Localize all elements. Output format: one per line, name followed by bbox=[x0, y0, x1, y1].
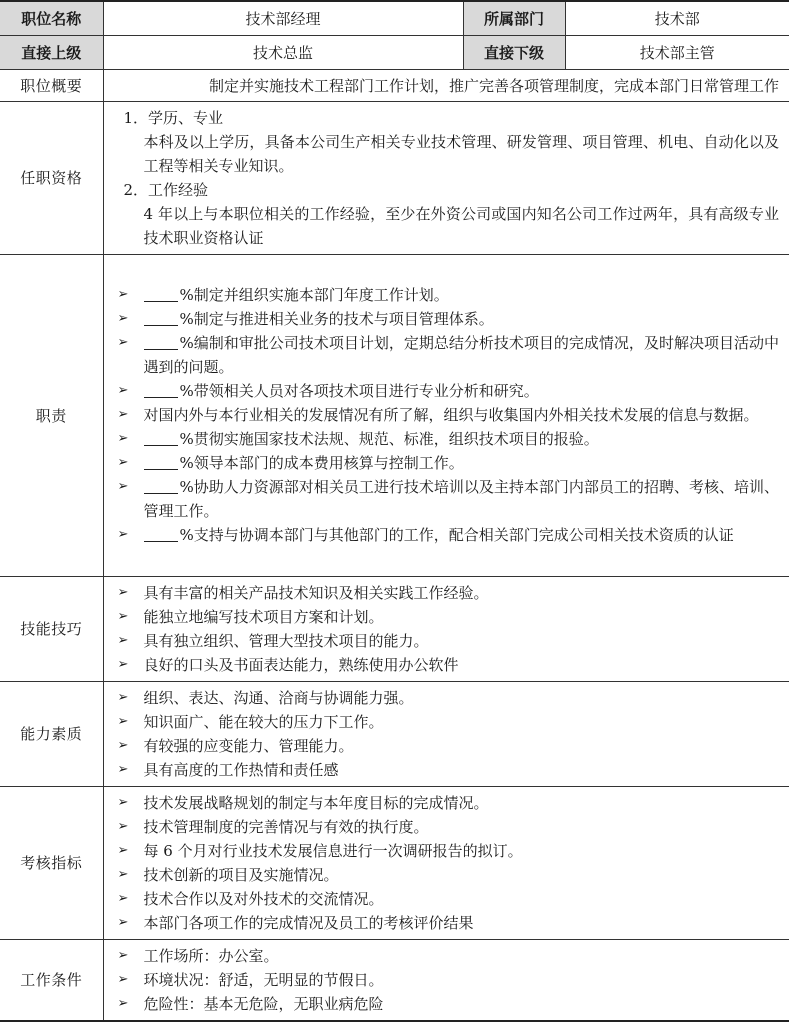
duties-row bbox=[0, 254, 789, 576]
list-item bbox=[118, 911, 780, 935]
skills-list bbox=[118, 581, 780, 677]
kpis-label: 考核指标 bbox=[0, 786, 103, 939]
list-item bbox=[118, 605, 780, 629]
list-item-text: 能独立地编写技术项目方案和计划。 bbox=[143, 607, 384, 626]
list-item bbox=[118, 992, 780, 1016]
qualification-experience-heading: 2．工作经验 bbox=[123, 180, 209, 199]
list-item-text: 良好的口头及书面表达能力，熟练使用办公软件 bbox=[143, 655, 459, 674]
list-item bbox=[118, 734, 780, 758]
list-item-text: 环境状况：舒适，无明显的节假日。 bbox=[143, 970, 384, 989]
fill-in-blank bbox=[144, 430, 178, 446]
fill-in-blank bbox=[144, 286, 178, 302]
list-item-text: 具有丰富的相关产品技术知识及相关实践工作经验。 bbox=[143, 583, 489, 602]
list-item-text: 具有高度的工作热情和责任感 bbox=[143, 760, 339, 779]
fill-in-blank bbox=[144, 382, 178, 398]
header-row-1 bbox=[0, 1, 789, 35]
list-item-text: 知识面广、能在较大的压力下工作。 bbox=[143, 712, 384, 731]
job-title-value: 技术部经理 bbox=[103, 1, 463, 35]
arrow-bullet-icon: ➢ bbox=[117, 656, 129, 672]
kpis-list bbox=[118, 791, 780, 935]
list-item bbox=[118, 887, 780, 911]
list-item bbox=[118, 629, 780, 653]
duties-content bbox=[103, 254, 789, 576]
direct-subordinate-label: 直接下级 bbox=[463, 35, 565, 69]
kpis-content bbox=[103, 786, 789, 939]
arrow-bullet-icon: ➢ bbox=[117, 287, 129, 302]
skills-label: 技能技巧 bbox=[0, 576, 103, 681]
list-item-text: 每 6 个月对行业技术发展信息进行一次调研报告的拟订。 bbox=[143, 841, 523, 860]
summary-label: 职位概要 bbox=[0, 69, 103, 101]
direct-subordinate-value: 技术部主管 bbox=[565, 35, 789, 69]
list-item bbox=[118, 839, 780, 863]
list-item-text: %编制和审批公司技术项目计划，定期总结分析技术项目的完成情况，及时解决项目活动中遇到的问题。 bbox=[143, 334, 779, 376]
conditions-row bbox=[0, 939, 789, 1021]
qualifications-row bbox=[0, 101, 789, 254]
list-item bbox=[118, 379, 780, 403]
arrow-bullet-icon: ➢ bbox=[117, 995, 129, 1011]
list-item bbox=[118, 283, 780, 307]
job-title-label: 职位名称 bbox=[0, 1, 103, 35]
arrow-bullet-icon: ➢ bbox=[117, 689, 129, 705]
list-item-text: %支持与协调本部门与其他部门的工作，配合相关部门完成公司相关技术资质的认证 bbox=[179, 526, 734, 544]
arrow-bullet-icon: ➢ bbox=[117, 335, 129, 350]
list-item-text: %协助人力资源部对相关员工进行技术培训以及主持本部门内部员工的招聘、考核、培训、管理工作。 bbox=[143, 478, 779, 520]
fill-in-blank bbox=[144, 334, 178, 350]
list-item-text: 技术管理制度的完善情况与有效的执行度。 bbox=[143, 817, 429, 836]
arrow-bullet-icon: ➢ bbox=[117, 890, 129, 906]
list-item-text: 危险性：基本无危险，无职业病危险 bbox=[143, 994, 384, 1013]
arrow-bullet-icon: ➢ bbox=[117, 713, 129, 729]
summary-text: 制定并实施技术工程部门工作计划，推广完善各项管理制度，完成本部门日常管理工作 bbox=[103, 69, 789, 101]
arrow-bullet-icon: ➢ bbox=[117, 914, 129, 930]
qualifications-label: 任职资格 bbox=[0, 101, 103, 254]
arrow-bullet-icon: ➢ bbox=[117, 866, 129, 882]
list-item-text: %制定并组织实施本部门年度工作计划。 bbox=[179, 286, 449, 304]
qualification-education-heading: 1．学历、专业 bbox=[123, 108, 224, 127]
arrow-bullet-icon: ➢ bbox=[117, 842, 129, 858]
abilities-content bbox=[103, 681, 789, 786]
list-item bbox=[118, 710, 780, 734]
skills-row bbox=[0, 576, 789, 681]
list-item-text: 技术发展战略规划的制定与本年度目标的完成情况。 bbox=[143, 793, 489, 812]
list-item-text: %领导本部门的成本费用核算与控制工作。 bbox=[179, 454, 464, 472]
list-item-text: 组织、表达、沟通、洽商与协调能力强。 bbox=[143, 688, 414, 707]
abilities-label: 能力素质 bbox=[0, 681, 103, 786]
list-item bbox=[118, 475, 780, 523]
arrow-bullet-icon: ➢ bbox=[117, 737, 129, 753]
qualification-education-text: 本科及以上学历，具备本公司生产相关专业技术管理、研发管理、项目管理、机电、自动化以及工程等相关专业知识。 bbox=[143, 132, 779, 175]
arrow-bullet-icon: ➢ bbox=[117, 479, 129, 494]
list-item-text: 技术创新的项目及实施情况。 bbox=[143, 865, 339, 884]
kpis-row bbox=[0, 786, 789, 939]
list-item bbox=[118, 653, 780, 677]
list-item bbox=[118, 523, 780, 547]
arrow-bullet-icon: ➢ bbox=[117, 527, 129, 542]
fill-in-blank bbox=[144, 454, 178, 470]
abilities-list bbox=[118, 686, 780, 782]
list-item bbox=[118, 331, 780, 379]
arrow-bullet-icon: ➢ bbox=[117, 818, 129, 834]
arrow-bullet-icon: ➢ bbox=[117, 383, 129, 398]
arrow-bullet-icon: ➢ bbox=[117, 632, 129, 648]
fill-in-blank bbox=[144, 526, 178, 542]
list-item bbox=[118, 815, 780, 839]
list-item-text: %制定与推进相关业务的技术与项目管理体系。 bbox=[179, 310, 494, 328]
conditions-label: 工作条件 bbox=[0, 939, 103, 1021]
arrow-bullet-icon: ➢ bbox=[117, 608, 129, 624]
list-item bbox=[118, 307, 780, 331]
arrow-bullet-icon: ➢ bbox=[117, 947, 129, 963]
list-item-text: 本部门各项工作的完成情况及员工的考核评价结果 bbox=[143, 913, 474, 932]
fill-in-blank bbox=[144, 310, 178, 326]
header-row-2 bbox=[0, 35, 789, 69]
fill-in-blank bbox=[144, 478, 178, 494]
list-item-text: %带领相关人员对各项技术项目进行专业分析和研究。 bbox=[179, 382, 539, 400]
duties-label: 职责 bbox=[0, 254, 103, 576]
arrow-bullet-icon: ➢ bbox=[117, 794, 129, 810]
arrow-bullet-icon: ➢ bbox=[117, 584, 129, 600]
department-label: 所属部门 bbox=[463, 1, 565, 35]
summary-row bbox=[0, 69, 789, 101]
qualification-experience-text: 4 年以上与本职位相关的工作经验，至少在外资公司或国内知名公司工作过两年，具有高级专业技术职业资格认证 bbox=[143, 204, 779, 247]
department-value: 技术部 bbox=[565, 1, 789, 35]
list-item bbox=[118, 758, 780, 782]
list-item-text: %贯彻实施国家技术法规、规范、标准，组织技术项目的报验。 bbox=[179, 430, 599, 448]
direct-superior-label: 直接上级 bbox=[0, 35, 103, 69]
list-item-text: 有较强的应变能力、管理能力。 bbox=[143, 736, 354, 755]
arrow-bullet-icon: ➢ bbox=[117, 407, 129, 422]
arrow-bullet-icon: ➢ bbox=[117, 431, 129, 446]
list-item bbox=[118, 686, 780, 710]
skills-content bbox=[103, 576, 789, 681]
duties-list bbox=[118, 283, 780, 547]
list-item-text: 技术合作以及对外技术的交流情况。 bbox=[143, 889, 384, 908]
direct-superior-value: 技术总监 bbox=[103, 35, 463, 69]
arrow-bullet-icon: ➢ bbox=[117, 311, 129, 326]
list-item bbox=[118, 944, 780, 968]
abilities-row bbox=[0, 681, 789, 786]
list-item bbox=[118, 427, 780, 451]
arrow-bullet-icon: ➢ bbox=[117, 971, 129, 987]
arrow-bullet-icon: ➢ bbox=[117, 455, 129, 470]
list-item-text: 工作场所：办公室。 bbox=[143, 946, 279, 965]
list-item-text: 对国内外与本行业相关的发展情况有所了解，组织与收集国内外相关技术发展的信息与数据。 bbox=[143, 406, 759, 424]
list-item bbox=[118, 863, 780, 887]
list-item-text: 具有独立组织、管理大型技术项目的能力。 bbox=[143, 631, 429, 650]
list-item bbox=[118, 451, 780, 475]
conditions-list bbox=[118, 944, 780, 1016]
list-item bbox=[118, 968, 780, 992]
arrow-bullet-icon: ➢ bbox=[117, 761, 129, 777]
list-item bbox=[118, 581, 780, 605]
conditions-content bbox=[103, 939, 789, 1021]
qualifications-content bbox=[103, 101, 789, 254]
list-item bbox=[118, 403, 780, 427]
list-item bbox=[118, 791, 780, 815]
